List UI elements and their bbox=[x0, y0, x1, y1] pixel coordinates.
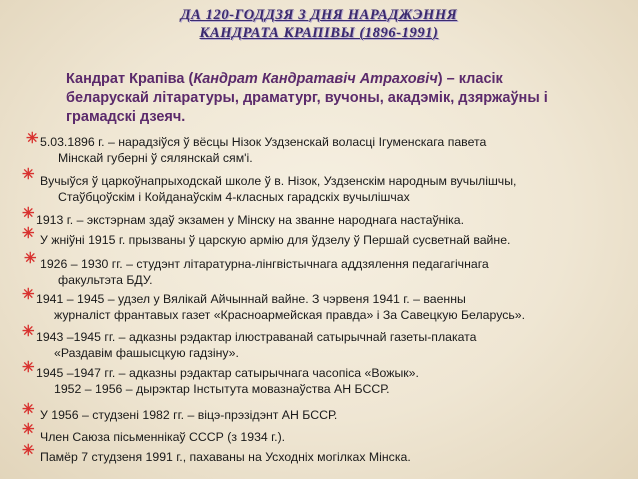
bullet-icon: ✳ bbox=[22, 166, 35, 183]
slide-title bbox=[0, 6, 638, 42]
list-item: 1926 – 1930 гг. – студэнт літаратурна-лінгвістычнага аддзялення педагагічнага факультэта БДУ. bbox=[40, 257, 489, 287]
lead-paragraph bbox=[66, 70, 566, 127]
lead-rest: ) – класік беларускай літаратуры, драматург, вучоны, акадэмік, дзяржаўны і грамадскі дзеяч. bbox=[66, 71, 548, 125]
lead-name: Кандрат Крапіва ( bbox=[66, 71, 194, 87]
bullet-icon: ✳ bbox=[22, 401, 35, 418]
list-item: 1943 –1945 гг. – адказны рэдактар ілюстраванай сатырычнай газеты-плаката «Раздавім фашысцкую гадзіну». bbox=[36, 330, 477, 360]
bullet-icon: ✳ bbox=[22, 205, 35, 222]
bullet-icon: ✳ bbox=[22, 421, 35, 438]
list-item: У 1956 – студзені 1982 гг. – віцэ-прэзідэнт АН БССР. bbox=[40, 408, 338, 422]
list-item: 1945 –1947 гг. – адказны рэдактар сатырычнага часопіса «Вожык». 1952 – 1956 – дырэктар Інстытута мовазнаўства АН БССР. bbox=[36, 366, 419, 396]
list-item: 1913 г. – экстэрнам здаў экзамен у Мінску на званне народнага настаўніка. bbox=[36, 213, 465, 227]
bullet-icon: ✳ bbox=[26, 130, 39, 147]
bullet-icon: ✳ bbox=[22, 359, 35, 376]
title-line-1: ДА 120-ГОДДЗЯ З ДНЯ НАРАДЖЭННЯ bbox=[180, 7, 458, 23]
bullet-icon: ✳ bbox=[24, 250, 37, 267]
bullet-icon: ✳ bbox=[22, 225, 35, 242]
list-item: Вучыўся ў царкоўнапрыходскай школе ў в. Нізок, Уздзенскім народным вучылішчы, Стаўбцоўскім і Койданаўскім 4-класных гарадскіх вучылішчах bbox=[40, 174, 517, 204]
bullet-icon: ✳ bbox=[22, 286, 35, 303]
list-item: 5.03.1896 г. – нарадзіўся ў вёсцы Нізок Уздзенскай воласці Ігуменскага павета Мінскай губерні ў сялянскай сям'і. bbox=[40, 135, 487, 165]
lead-real-name: Кандрат Кандратавіч Атраховіч bbox=[193, 71, 438, 87]
bullet-icon: ✳ bbox=[22, 323, 35, 340]
list-item: Член Саюза пісьменнікаў СССР (з 1934 г.). bbox=[40, 430, 286, 444]
list-item: Памёр 7 студзеня 1991 г., пахаваны на Усходніх могілках Мінска. bbox=[40, 450, 411, 464]
list-item: 1941 – 1945 – удзел у Вялікай Айчыннай вайне. З чэрвеня 1941 г. – ваенны журналіст франтавых газет «Красноармейская правда» і За Савецкую Беларусь». bbox=[36, 292, 526, 322]
bullet-icon: ✳ bbox=[22, 442, 35, 459]
list-item: У жніўні 1915 г. прызваны ў царскую армію для ўдзелу ў Першай сусветнай вайне. bbox=[40, 233, 511, 247]
title-line-2: КАНДРАТА КРАПІВЫ (1896-1991) bbox=[199, 25, 439, 41]
